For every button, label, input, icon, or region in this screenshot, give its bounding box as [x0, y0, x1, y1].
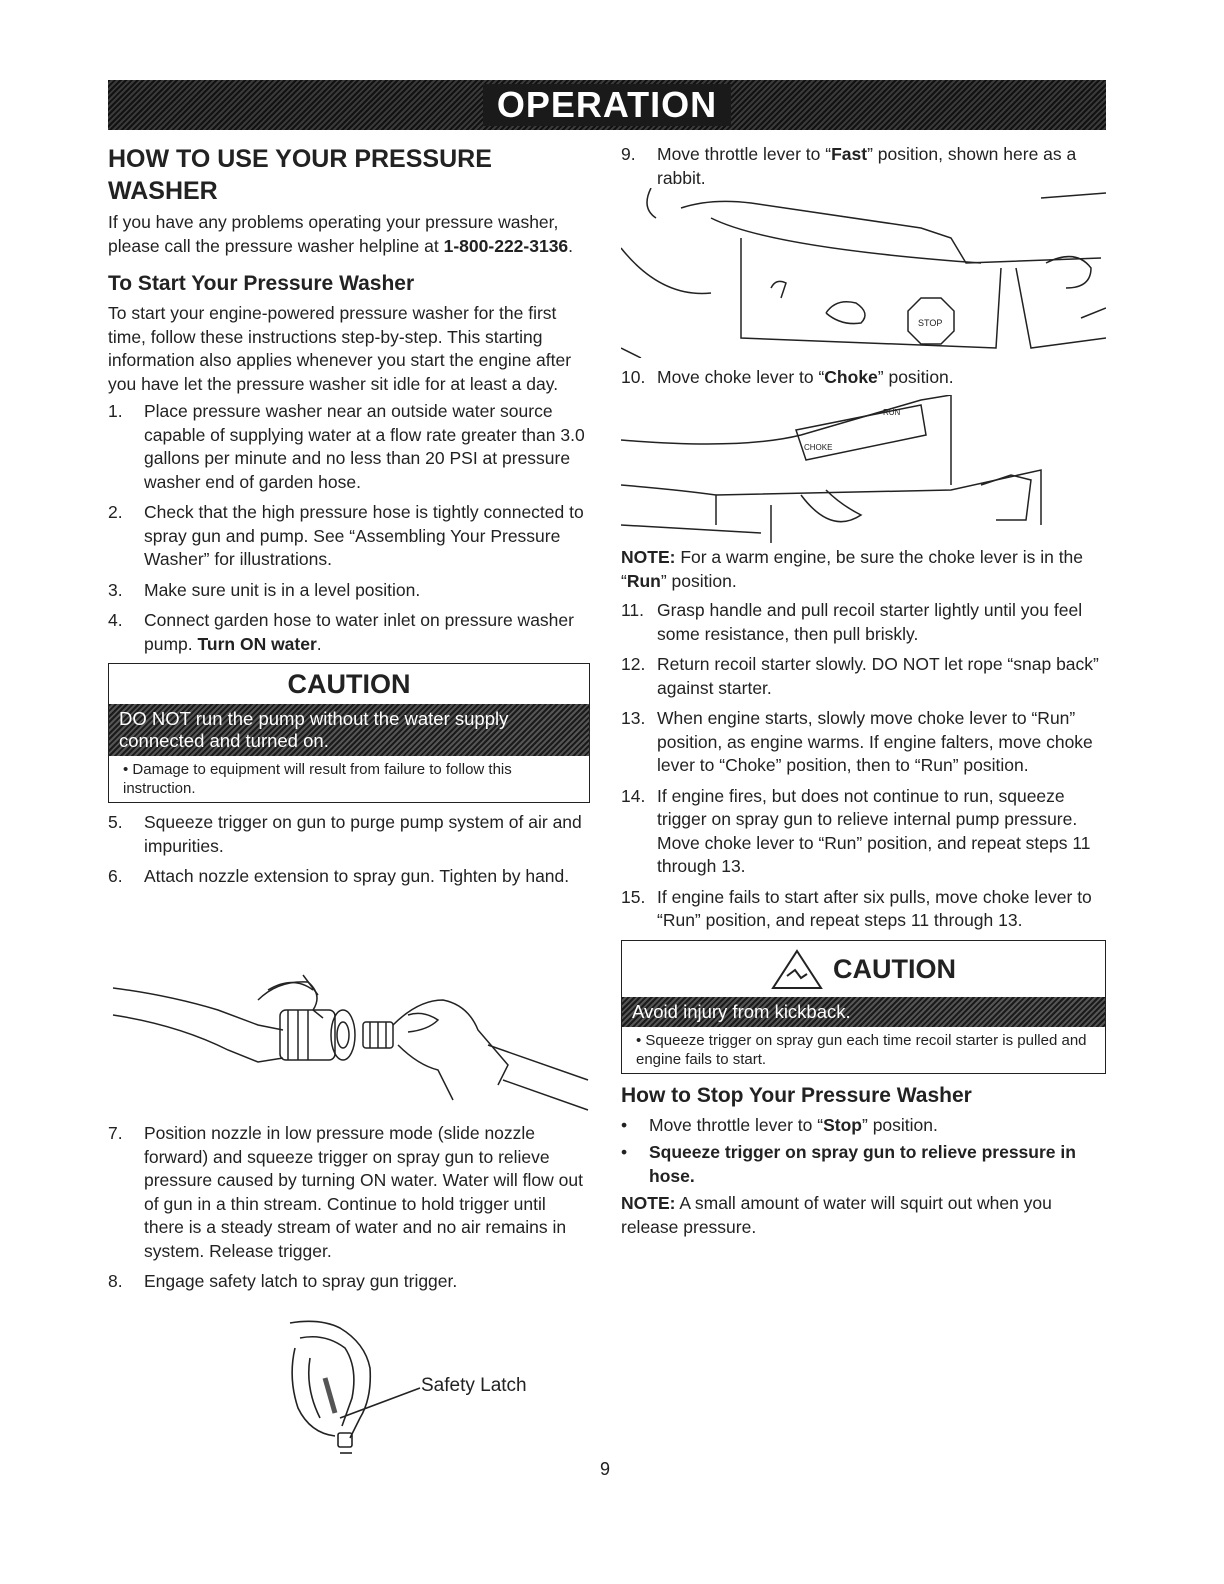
note-warm-engine	[621, 546, 1106, 593]
left-column	[108, 143, 590, 896]
step-number: 1.	[108, 401, 123, 421]
caution-box-kickback	[621, 940, 1106, 1074]
caution-box-water	[108, 663, 590, 803]
step-text: Squeeze trigger on gun to purge pump system of air and impurities.	[144, 812, 582, 856]
list-item	[108, 1270, 590, 1294]
list-item	[108, 501, 590, 572]
banner-title: OPERATION	[483, 84, 731, 126]
list-item	[108, 865, 590, 889]
start-intro: To start your engine-powered pressure washer for the first time, follow these instructions step-by-step. This starting information also applies whenever you start the engine after you have let the pressure washer sit idle for at least a day.	[108, 303, 572, 394]
step-number: 13.	[621, 708, 646, 728]
list-item	[621, 785, 1106, 879]
bullet-bold-text: Squeeze trigger on spray gun to relieve pressure in hose.	[649, 1142, 1076, 1186]
step-text: Engage safety latch to spray gun trigger.	[144, 1271, 458, 1291]
step-number: 6.	[108, 866, 123, 886]
list-item	[621, 366, 1106, 390]
step-text: When engine starts, slowly move choke lever to “Run” position, as engine warms. If engine falters, move choke lever to “Choke” position, then to “Run” position.	[657, 708, 1093, 775]
caution-title-row	[622, 941, 1105, 997]
note-text-tail: ” position.	[660, 570, 737, 591]
choke-label: CHOKE	[804, 443, 833, 452]
step-emphasis: Turn ON water	[197, 633, 317, 654]
list-item	[108, 579, 590, 603]
stop-subheading: How to Stop Your Pressure Washer	[621, 1083, 972, 1107]
step-text: If engine fires, but does not continue to run, squeeze trigger on spray gun to relieve internal pump pressure. Move choke lever to “Run” position, and repeat steps 11 through 13.	[657, 785, 1091, 876]
step-number: 4.	[108, 610, 123, 630]
step-text: Return recoil starter slowly. DO NOT let rope “snap back” against starter.	[657, 654, 1099, 698]
list-item	[108, 1122, 590, 1263]
caution-warning-strip: Avoid injury from kickback.	[622, 997, 1105, 1027]
caution-title: CAUTION	[287, 669, 411, 699]
step-emphasis: Fast	[831, 144, 868, 164]
page-number: 9	[600, 1459, 611, 1479]
choke-illustration	[621, 395, 1106, 543]
list-item: • Squeeze trigger on spray gun to relieve pressure in hose.	[621, 1141, 1106, 1188]
step-text: Connect garden hose to water inlet on pressure washer pump.	[144, 610, 574, 654]
note-label: NOTE:	[621, 1193, 676, 1213]
caution-warning-strip: DO NOT run the pump without the water supply connected and turned on.	[109, 704, 589, 756]
step-text: Attach nozzle extension to spray gun. Tighten by hand.	[144, 866, 570, 886]
right-column-lower	[621, 546, 1106, 1239]
bullet-text-tail: ” position.	[862, 1114, 938, 1135]
list-item	[621, 143, 1106, 190]
note-text: A small amount of water will squirt out when you release pressure.	[621, 1193, 1052, 1237]
note-label: NOTE:	[621, 547, 676, 567]
note-pressure	[621, 1192, 1106, 1239]
step-number: 7.	[108, 1123, 123, 1143]
helpline-phone: 1-800-222-3136	[443, 235, 569, 256]
list-item	[621, 886, 1106, 933]
list-item: • Move throttle lever to “Stop” position.	[621, 1114, 938, 1135]
stop-label: STOP	[918, 318, 943, 328]
intro-text: If you have any problems operating your pressure washer, please call the pressure washer helpline at 1-800-222-3136.	[108, 212, 574, 256]
caution-note-text: Damage to equipment will result from failure to follow this instruction.	[123, 761, 512, 797]
step-number: 8.	[108, 1271, 123, 1291]
step-text: Move throttle lever to “	[657, 144, 832, 164]
start-subheading: To Start Your Pressure Washer	[108, 272, 415, 295]
throttle-illustration	[621, 188, 1106, 358]
intro-sentence: If you have any problems operating your pressure washer, please call the pressure washer helpline at	[108, 212, 559, 256]
page-heading: HOW TO USE YOUR PRESSURE WASHER	[108, 145, 492, 205]
step-text: Place pressure washer near an outside water source capable of supplying water at a flow rate greater than 3.0 gallons per minute and no less than 20 PSI at pressure washer end of garden hose.	[144, 401, 585, 492]
note-emphasis: Run	[626, 570, 661, 591]
list-item: 4. Connect garden hose to water inlet on pressure washer pump. Turn ON water.	[108, 609, 590, 656]
caution-title: CAUTION	[833, 953, 956, 984]
step-text: If engine fails to start after six pulls, move choke lever to “Run” position, and repeat steps 11 through 13.	[657, 886, 1092, 930]
caution-note: • Squeeze trigger on spray gun each time recoil starter is pulled and engine fails to start.	[636, 1031, 1087, 1068]
spray-gun-illustration	[280, 1318, 430, 1458]
step-text: Grasp handle and pull recoil starter lightly until you feel some resistance, then pull briskly.	[657, 600, 1083, 644]
step-text-tail: ” position, shown here as a rabbit.	[657, 144, 1077, 188]
step-10	[621, 366, 1106, 397]
run-label: RUN	[883, 408, 901, 417]
step-number: 10.	[621, 367, 646, 387]
list-item	[621, 653, 1106, 700]
steps-7-8	[108, 1122, 590, 1301]
list-item	[621, 707, 1106, 778]
steps-1-4	[108, 400, 590, 656]
step-number: 2.	[108, 502, 123, 522]
step-text: Check that the high pressure hose is tightly connected to spray gun and pump. See “Assembling Your Pressure Washer” for illustrations.	[144, 502, 584, 569]
list-item	[621, 599, 1106, 646]
step-text: Move choke lever to “	[657, 367, 825, 387]
section-banner	[108, 80, 1106, 130]
list-item	[108, 811, 590, 858]
safety-latch-label: Safety Latch	[421, 1375, 527, 1396]
step-text: Position nozzle in low pressure mode (slide nozzle forward) and squeeze trigger on spray gun to relieve pressure caused by turning ON water. Water will flow out of gun in a thin stream. Continue to hold trigger until there is a steady stream of water and no air remains in system. Release trigger.	[144, 1123, 583, 1261]
step-number: 12.	[621, 654, 646, 674]
step-text: Make sure unit is in a level position.	[144, 579, 421, 600]
caution-note: • Damage to equipment will result from failure to follow this instruction.	[123, 761, 512, 797]
caution-note-text: Squeeze trigger on spray gun each time recoil starter is pulled and engine fails to start.	[636, 1031, 1087, 1068]
bullet-text: Move throttle lever to “	[649, 1114, 824, 1135]
step-text-tail: ” position.	[877, 367, 954, 387]
warning-triangle-icon	[771, 948, 823, 990]
nozzle-attach-illustration	[108, 970, 590, 1120]
step-number: 3.	[108, 579, 123, 600]
step-number: 14.	[621, 785, 646, 806]
step-number: 15.	[621, 886, 646, 907]
step-number: 5.	[108, 812, 123, 832]
step-number: 9.	[621, 144, 636, 164]
list-item	[108, 400, 590, 494]
step-number: 11.	[621, 600, 645, 620]
steps-5-6	[108, 811, 590, 889]
note-text: For a warm engine, be sure the choke lever is in the “	[621, 547, 1084, 591]
step-emphasis: Choke	[824, 367, 878, 387]
bullet-emphasis: Stop	[823, 1114, 862, 1135]
